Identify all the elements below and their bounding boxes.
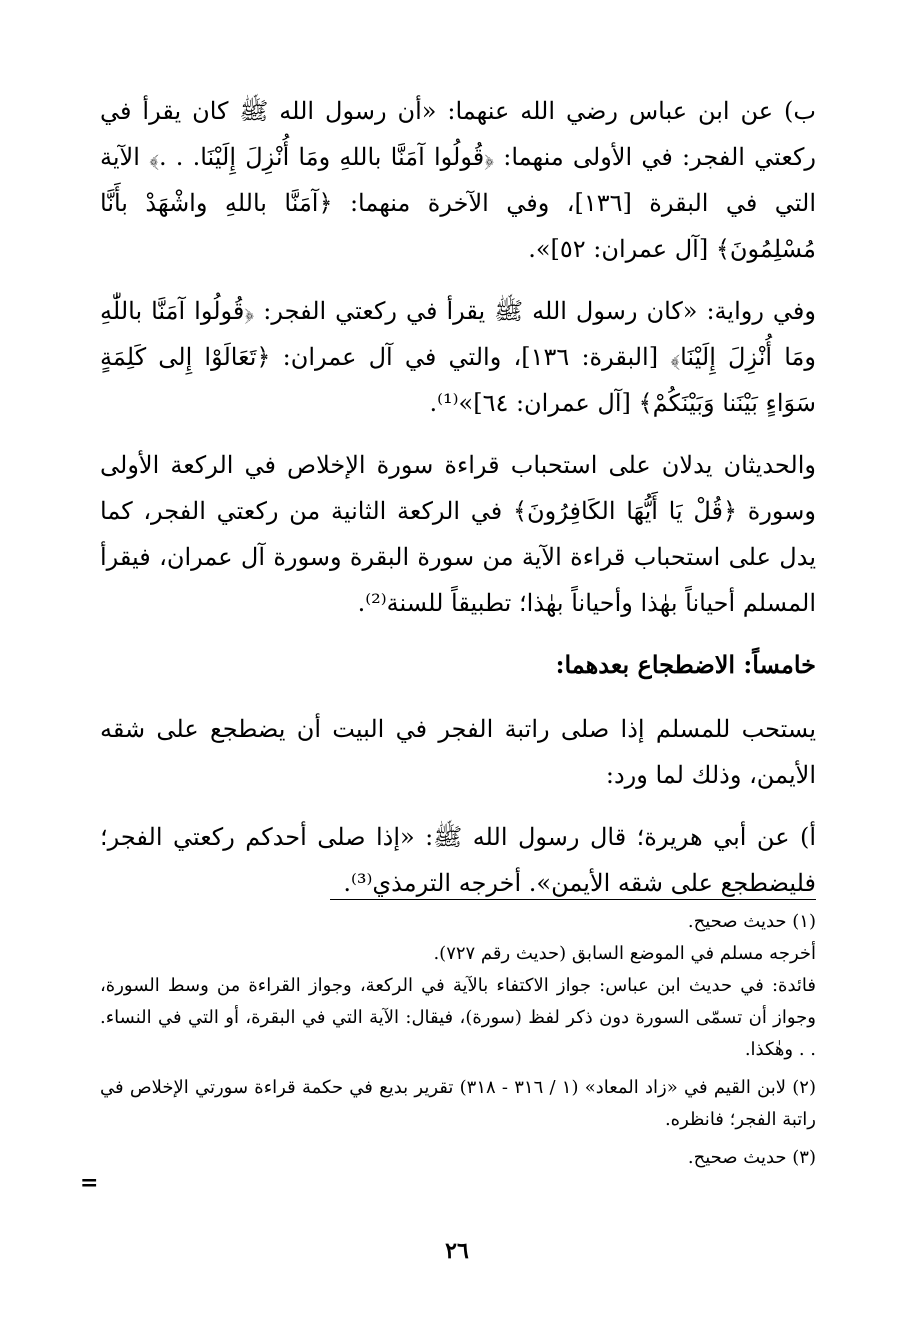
paragraph-hadith-abu-hurayra: أ) عن أبي هريرة؛ قال رسول الله ﷺ: «إذا صلى أحدكم ركعتي الفجر؛ فليضطجع على شقه الأيمن». أخرجه الترمذي⁽³⁾. — [100, 823, 816, 897]
footnote-1-source: أخرجه مسلم في الموضع السابق (حديث رقم ٧٢٧). — [433, 943, 816, 964]
main-text — [100, 88, 816, 922]
footnote-1: (١) حديث صحيح. — [687, 911, 816, 932]
footnotes — [100, 906, 816, 1180]
footnote-2: (٢) لابن القيم في «زاد المعاد» (١ / ٣١٦ - ٣١٨) تقرير بديع في حكمة قراءة سورتي الإخلاص في راتبة الفجر؛ فانظره. — [100, 1077, 816, 1130]
footnote-3: (٣) حديث صحيح. — [687, 1147, 816, 1168]
paragraph-hadith-ibn-abbas: ب) عن ابن عباس رضي الله عنهما: «أن رسول الله ﷺ كان يقرأ في ركعتي الفجر: في الأولى منهما: ﴿قُولُوا آمَنَّا باللهِ ومَا أُنْزِلَ إِلَيْنَا. . .﴾ الآية التي في البقرة [١٣٦]، وفي الآخرة منهما: ﴿آمَنَّا باللهِ واشْهَدْ بأَنَّا مُسْلِمُونَ﴾ [آل عمران: ٥٢]». — [100, 97, 816, 263]
paragraph-istihbab: يستحب للمسلم إذا صلى راتبة الفجر في البيت أن يضطجع على شقه الأيمن، وذلك لما ورد: — [100, 715, 816, 789]
paragraph-riwaya: وفي رواية: «كان رسول الله ﷺ يقرأ في ركعتي الفجر: ﴿قُولُوا آمَنَّا باللّٰهِ ومَا أُنْزِلَ إِلَيْنَا﴾ [البقرة: ١٣٦]، والتي في آل عمران: ﴿تَعَالَوْا إِلى كَلِمَةٍ سَوَاءٍ بَيْنَنا وَبَيْنَكُمْ﴾ [آل عمران: ٦٤]»⁽¹⁾. — [100, 297, 817, 417]
page-number: ٢٦ — [445, 1238, 469, 1264]
paragraph-commentary: والحديثان يدلان على استحباب قراءة سورة الإخلاص في الركعة الأولى وسورة ﴿قُلْ يَا أَيُّهَا الكَافِرُونَ﴾ في الركعة الثانية من ركعتي الفجر، كما يدل على استحباب قراءة الآية من سورة البقرة وسورة آل عمران، فيقرأ المسلم أحياناً بهٰذا وأحياناً بهٰذا؛ تطبيقاً للسنة⁽²⁾. — [100, 451, 817, 617]
footnote-1-benefit: فائدة: في حديث ابن عباس: جواز الاكتفاء بالآية في الركعة، وجواز القراءة من وسط السورة، وجواز أن تسمّى السورة دون ذكر لفظ (سورة)، فيقال: الآية التي في البقرة، أو التي في النساء. . . وهٰكذا. — [100, 975, 816, 1060]
footnote-divider — [330, 899, 816, 900]
section-heading: خامساً: الاضطجاع بعدهما: — [555, 650, 816, 679]
margin-mark: = — [80, 1170, 99, 1196]
